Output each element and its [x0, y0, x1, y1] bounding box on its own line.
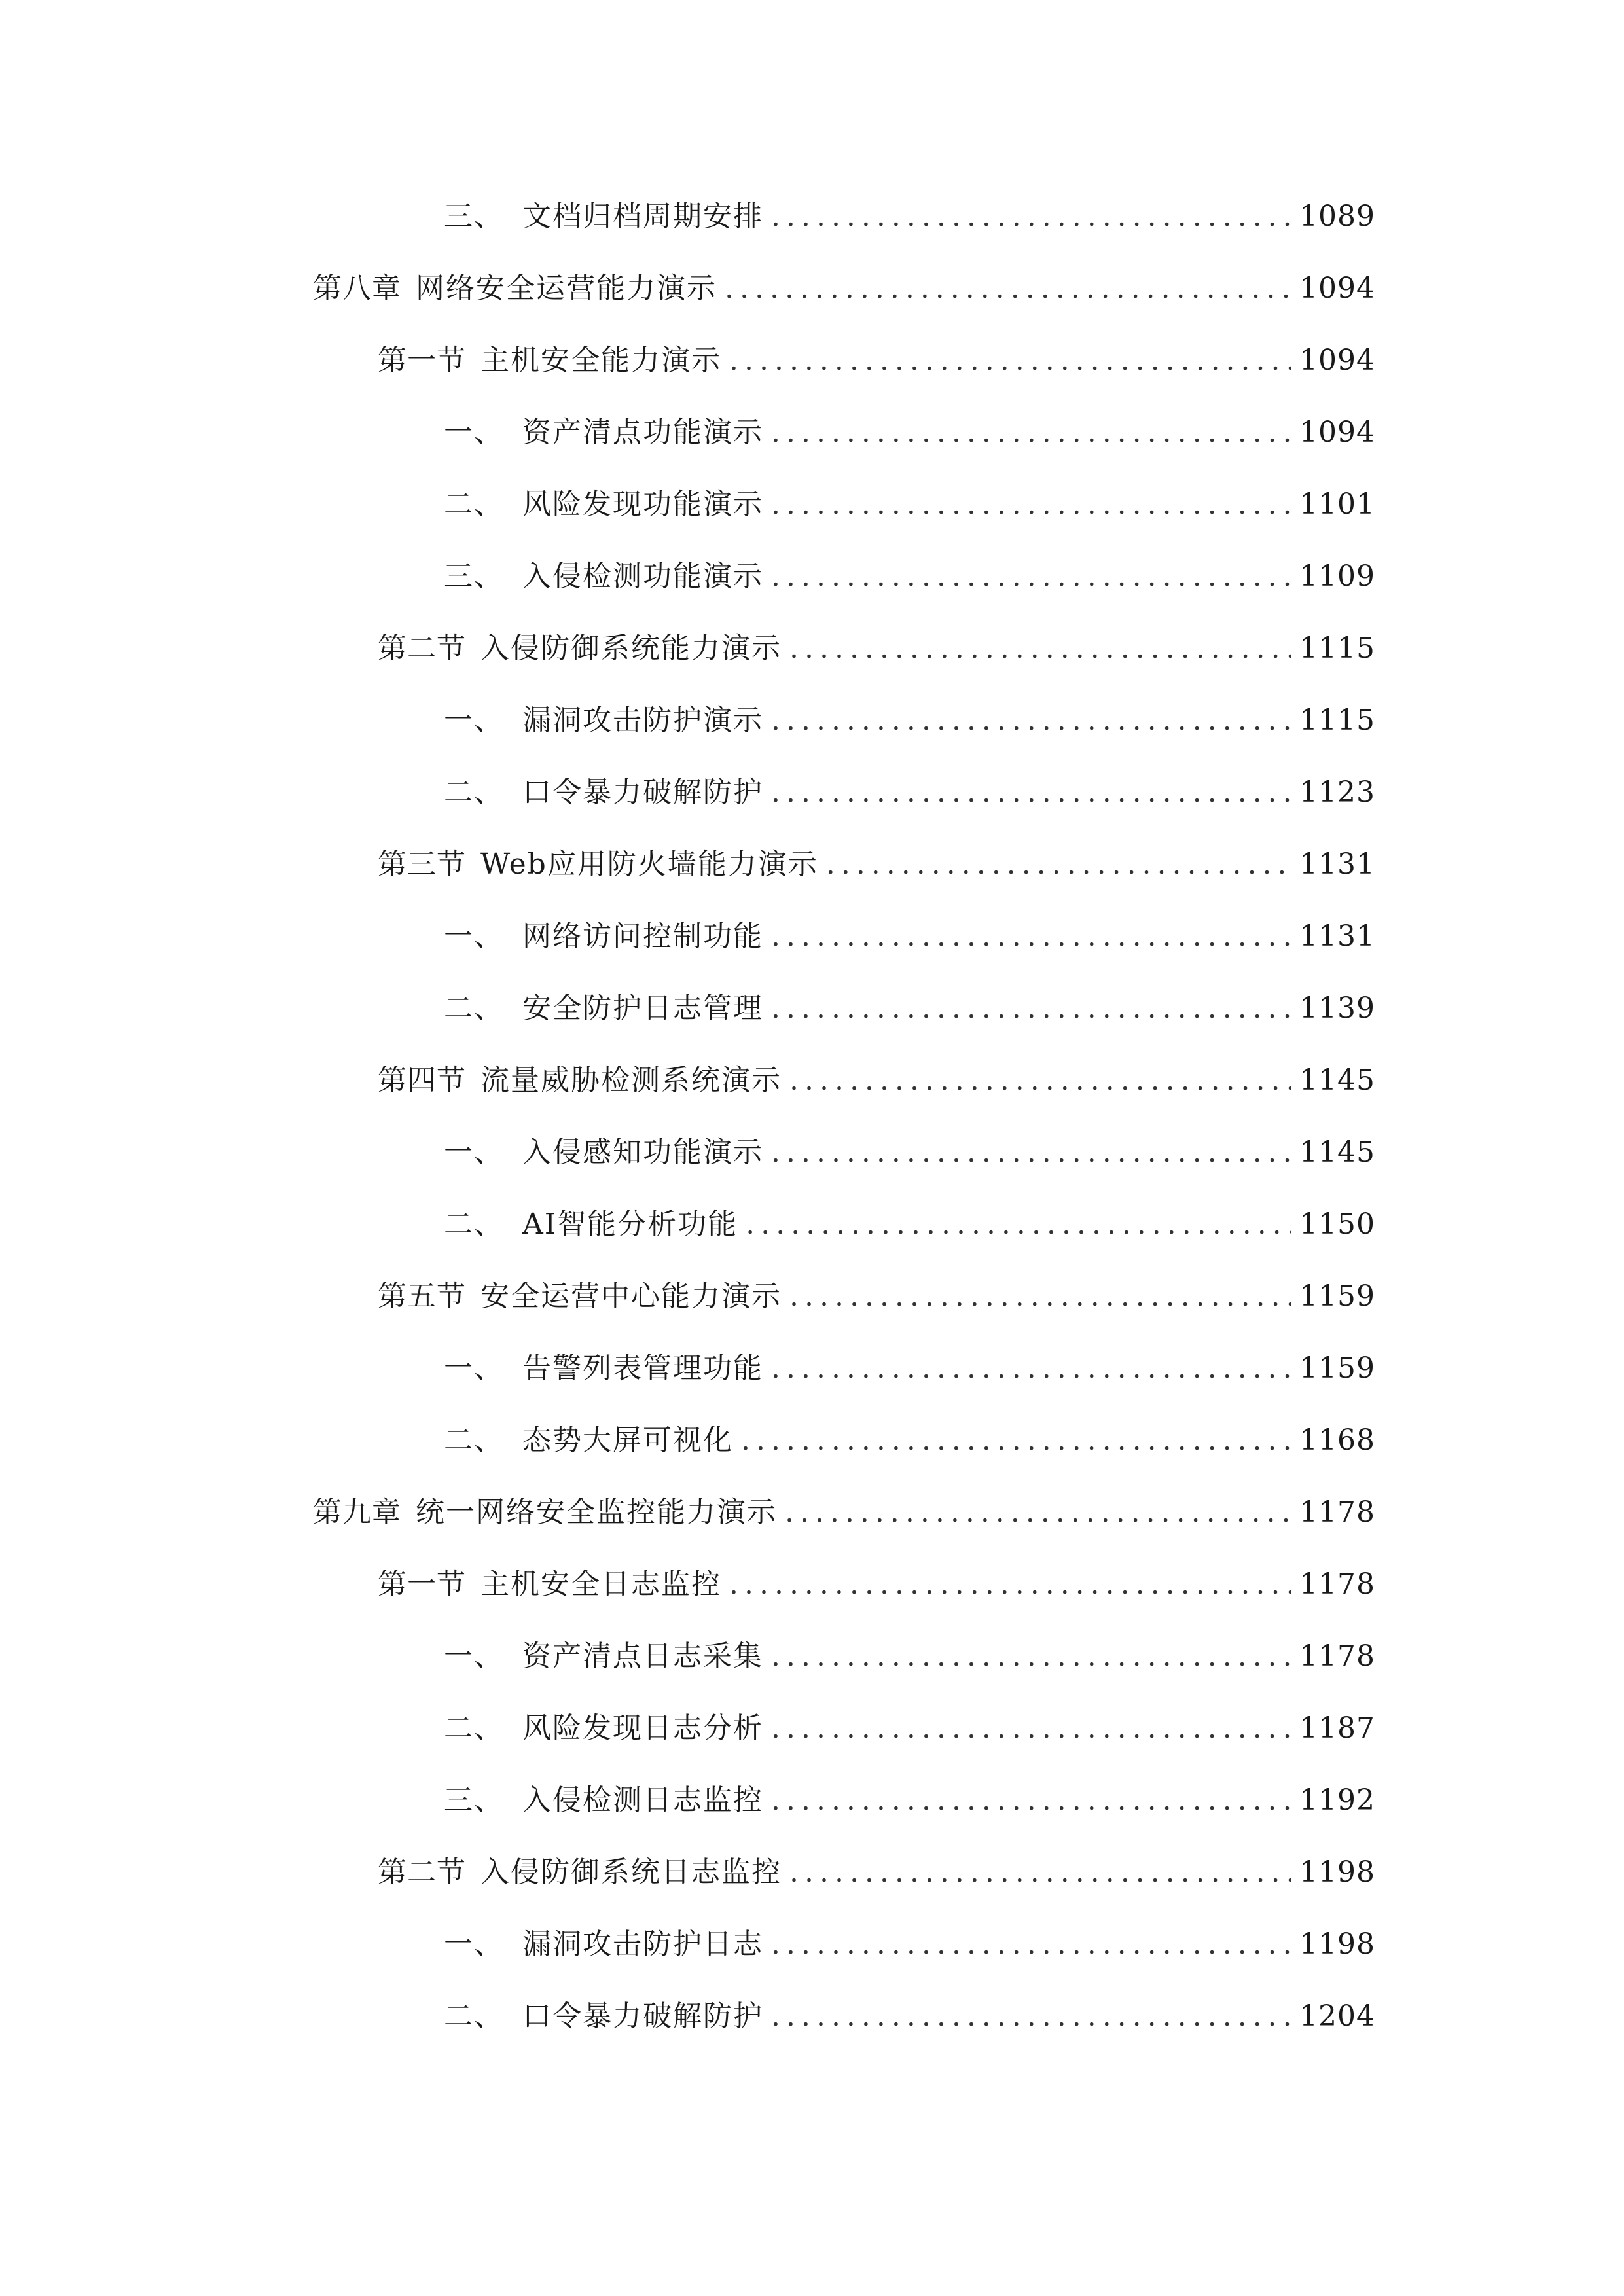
- dot-leader: [729, 1570, 1291, 1599]
- dot-leader: [789, 634, 1291, 663]
- toc-entry-line[interactable]: [444, 778, 1375, 807]
- dot-leader: [785, 1498, 1291, 1527]
- toc-entry-number: 一、: [444, 1928, 504, 1961]
- toc-entry-number: 第二节: [378, 1856, 466, 1889]
- toc-entry-number: 一、: [444, 1640, 504, 1673]
- toc-entry-item[interactable]: [0, 1138, 1624, 1210]
- toc-entry-item[interactable]: [0, 1930, 1624, 2002]
- toc-entry-line[interactable]: [378, 634, 1375, 663]
- toc-entry-title: 入侵感知功能演示: [522, 1136, 763, 1169]
- toc-entry-title: 网络访问控制功能: [522, 920, 763, 953]
- toc-entry-line[interactable]: [444, 1714, 1375, 1743]
- toc-entry-item[interactable]: [0, 1714, 1624, 1786]
- toc-entry-page-number: 1159: [1299, 1280, 1375, 1313]
- toc-entry-number: 一、: [444, 704, 504, 737]
- toc-entry-item[interactable]: [0, 1786, 1624, 1858]
- dot-leader: [789, 1858, 1291, 1887]
- toc-entry-line[interactable]: [444, 1426, 1375, 1455]
- dot-leader: [729, 346, 1291, 375]
- toc-entry-title: 态势大屏可视化: [522, 1424, 733, 1457]
- toc-entry-number: 二、: [444, 992, 504, 1025]
- toc-entry-number: 二、: [444, 1424, 504, 1457]
- toc-entry-number: 二、: [444, 1712, 504, 1745]
- toc-entry-page-number: 1131: [1299, 848, 1375, 881]
- toc-entry-line[interactable]: [444, 706, 1375, 735]
- toc-entry-line[interactable]: [444, 562, 1375, 591]
- toc-entry-page-number: 1204: [1299, 2000, 1375, 2033]
- toc-entry-section[interactable]: [0, 1858, 1624, 1930]
- toc-entry-number: 二、: [444, 2000, 504, 2033]
- toc-entry-line[interactable]: [313, 274, 1375, 303]
- dot-leader: [771, 1354, 1291, 1383]
- toc-entry-page-number: 1150: [1299, 1208, 1375, 1241]
- toc-entry-section[interactable]: [0, 1570, 1624, 1642]
- toc-entry-title: 入侵防御系统日志监控: [480, 1856, 782, 1889]
- toc-entry-page-number: 1123: [1299, 776, 1375, 809]
- dot-leader: [771, 778, 1291, 807]
- toc-entry-page-number: 1145: [1299, 1136, 1375, 1169]
- toc-entry-title: 安全运营中心能力演示: [480, 1280, 782, 1313]
- toc-entry-page-number: 1159: [1299, 1352, 1375, 1385]
- dot-leader: [771, 1138, 1291, 1167]
- toc-entry-line[interactable]: [444, 994, 1375, 1023]
- toc-entry-title: 安全防护日志管理: [522, 992, 763, 1025]
- toc-entry-line[interactable]: [378, 850, 1375, 879]
- toc-entry-number: 二、: [444, 1208, 504, 1241]
- toc-entry-title: 文档归档周期安排: [522, 200, 763, 233]
- toc-entry-line[interactable]: [444, 1642, 1375, 1671]
- toc-entry-title: 网络安全运营能力演示: [416, 272, 717, 305]
- dot-leader: [771, 1786, 1291, 1815]
- toc-entry-title: 入侵防御系统能力演示: [480, 632, 782, 665]
- dot-leader: [771, 922, 1291, 951]
- dot-leader: [771, 1714, 1291, 1743]
- dot-leader: [771, 562, 1291, 591]
- toc-entry-number: 一、: [444, 920, 504, 953]
- toc-entry-title: 入侵检测日志监控: [522, 1784, 763, 1817]
- toc-entry-number: 第八章: [313, 272, 401, 305]
- toc-entry-item[interactable]: [0, 2002, 1624, 2074]
- toc-entry-title: 流量威胁检测系统演示: [480, 1064, 782, 1097]
- toc-entry-section[interactable]: [0, 1282, 1624, 1354]
- dot-leader: [771, 418, 1291, 447]
- toc-entry-line[interactable]: [378, 346, 1375, 375]
- toc-entry-item[interactable]: [0, 706, 1624, 778]
- toc-entry-line[interactable]: [444, 1930, 1375, 1959]
- toc-entry-line[interactable]: [378, 1066, 1375, 1095]
- toc-entry-number: 一、: [444, 1136, 504, 1169]
- toc-entry-item[interactable]: [0, 418, 1624, 490]
- toc-entry-page-number: 1198: [1299, 1856, 1375, 1889]
- table-of-contents: [0, 202, 1624, 2074]
- toc-entry-line[interactable]: [444, 2002, 1375, 2031]
- toc-entry-number: 第三节: [378, 848, 466, 881]
- toc-entry-page-number: 1131: [1299, 920, 1375, 953]
- dot-leader: [725, 274, 1291, 303]
- toc-entry-line[interactable]: [444, 1210, 1375, 1239]
- toc-entry-title: 主机安全日志监控: [480, 1568, 721, 1601]
- toc-entry-item[interactable]: [0, 1210, 1624, 1282]
- toc-entry-line[interactable]: [444, 1354, 1375, 1383]
- dot-leader: [771, 1642, 1291, 1671]
- toc-entry-number: 二、: [444, 776, 504, 809]
- dot-leader: [771, 706, 1291, 735]
- toc-entry-page-number: 1178: [1299, 1496, 1375, 1529]
- toc-entry-line[interactable]: [378, 1858, 1375, 1887]
- dot-leader: [771, 202, 1291, 231]
- toc-entry-item[interactable]: [0, 1642, 1624, 1714]
- toc-entry-chapter[interactable]: [0, 274, 1624, 346]
- dot-leader: [789, 1066, 1291, 1095]
- toc-entry-page-number: 1178: [1299, 1568, 1375, 1601]
- toc-entry-number: 第二节: [378, 632, 466, 665]
- toc-entry-title: 告警列表管理功能: [522, 1352, 763, 1385]
- toc-entry-number: 第一节: [378, 1568, 466, 1601]
- toc-entry-title: 漏洞攻击防护演示: [522, 704, 763, 737]
- toc-entry-page-number: 1094: [1299, 416, 1375, 449]
- toc-entry-page-number: 1109: [1299, 560, 1375, 593]
- toc-entry-section[interactable]: [0, 850, 1624, 922]
- toc-entry-page-number: 1089: [1299, 200, 1375, 233]
- toc-entry-title: 资产清点功能演示: [522, 416, 763, 449]
- toc-entry-item[interactable]: [0, 562, 1624, 634]
- dot-leader: [826, 850, 1291, 879]
- toc-entry-title: 统一网络安全监控能力演示: [416, 1496, 777, 1529]
- toc-entry-title: 入侵检测功能演示: [522, 560, 763, 593]
- toc-entry-number: 一、: [444, 416, 504, 449]
- toc-entry-item[interactable]: [0, 1426, 1624, 1498]
- toc-entry-line[interactable]: [313, 1498, 1375, 1527]
- toc-entry-section[interactable]: [0, 1066, 1624, 1138]
- toc-entry-title: 主机安全能力演示: [480, 344, 721, 377]
- toc-entry-line[interactable]: [444, 418, 1375, 447]
- toc-entry-item[interactable]: [0, 1354, 1624, 1426]
- toc-entry-line[interactable]: [444, 1138, 1375, 1167]
- toc-entry-number: 第五节: [378, 1280, 466, 1313]
- toc-entry-number: 三、: [444, 200, 504, 233]
- dot-leader: [771, 994, 1291, 1023]
- toc-entry-page-number: 1145: [1299, 1064, 1375, 1097]
- toc-entry-title: 口令暴力破解防护: [522, 776, 763, 809]
- toc-entry-page-number: 1168: [1299, 1424, 1375, 1457]
- toc-entry-page-number: 1178: [1299, 1640, 1375, 1673]
- toc-entry-page-number: 1192: [1299, 1784, 1375, 1817]
- toc-entry-title: Web应用防火墙能力演示: [480, 848, 818, 881]
- toc-entry-line[interactable]: [444, 490, 1375, 519]
- toc-entry-title: 风险发现日志分析: [522, 1712, 763, 1745]
- toc-entry-section[interactable]: [0, 346, 1624, 418]
- toc-entry-line[interactable]: [444, 1786, 1375, 1815]
- toc-entry-page-number: 1187: [1299, 1712, 1375, 1745]
- dot-leader: [789, 1282, 1291, 1311]
- dot-leader: [771, 1930, 1291, 1959]
- toc-entry-line[interactable]: [444, 202, 1375, 231]
- toc-entry-line[interactable]: [378, 1570, 1375, 1599]
- toc-entry-chapter[interactable]: [0, 1498, 1624, 1570]
- toc-entry-title: 口令暴力破解防护: [522, 2000, 763, 2033]
- toc-entry-item[interactable]: [0, 994, 1624, 1066]
- toc-entry-item[interactable]: [0, 778, 1624, 850]
- toc-entry-number: 第一节: [378, 344, 466, 377]
- toc-entry-item[interactable]: [0, 490, 1624, 562]
- toc-entry-item[interactable]: [0, 202, 1624, 274]
- toc-entry-title: 漏洞攻击防护日志: [522, 1928, 763, 1961]
- dot-leader: [771, 2002, 1291, 2031]
- toc-entry-title: AI智能分析功能: [522, 1208, 738, 1241]
- toc-entry-item[interactable]: [0, 922, 1624, 994]
- toc-entry-number: 三、: [444, 560, 504, 593]
- toc-entry-title: 资产清点日志采集: [522, 1640, 763, 1673]
- toc-entry-page-number: 1115: [1299, 704, 1375, 737]
- toc-entry-number: 三、: [444, 1784, 504, 1817]
- toc-entry-line[interactable]: [378, 1282, 1375, 1311]
- dot-leader: [771, 490, 1291, 519]
- toc-entry-number: 二、: [444, 488, 504, 521]
- dot-leader: [741, 1426, 1291, 1455]
- toc-entry-page-number: 1094: [1299, 344, 1375, 377]
- toc-entry-number: 第九章: [313, 1496, 401, 1529]
- toc-entry-line[interactable]: [444, 922, 1375, 951]
- toc-entry-number: 一、: [444, 1352, 504, 1385]
- dot-leader: [746, 1210, 1291, 1239]
- toc-entry-number: 第四节: [378, 1064, 466, 1097]
- toc-entry-section[interactable]: [0, 634, 1624, 706]
- toc-entry-title: 风险发现功能演示: [522, 488, 763, 521]
- toc-entry-page-number: 1094: [1299, 272, 1375, 305]
- toc-entry-page-number: 1101: [1299, 488, 1375, 521]
- toc-entry-page-number: 1198: [1299, 1928, 1375, 1961]
- toc-entry-page-number: 1115: [1299, 632, 1375, 665]
- toc-entry-page-number: 1139: [1299, 992, 1375, 1025]
